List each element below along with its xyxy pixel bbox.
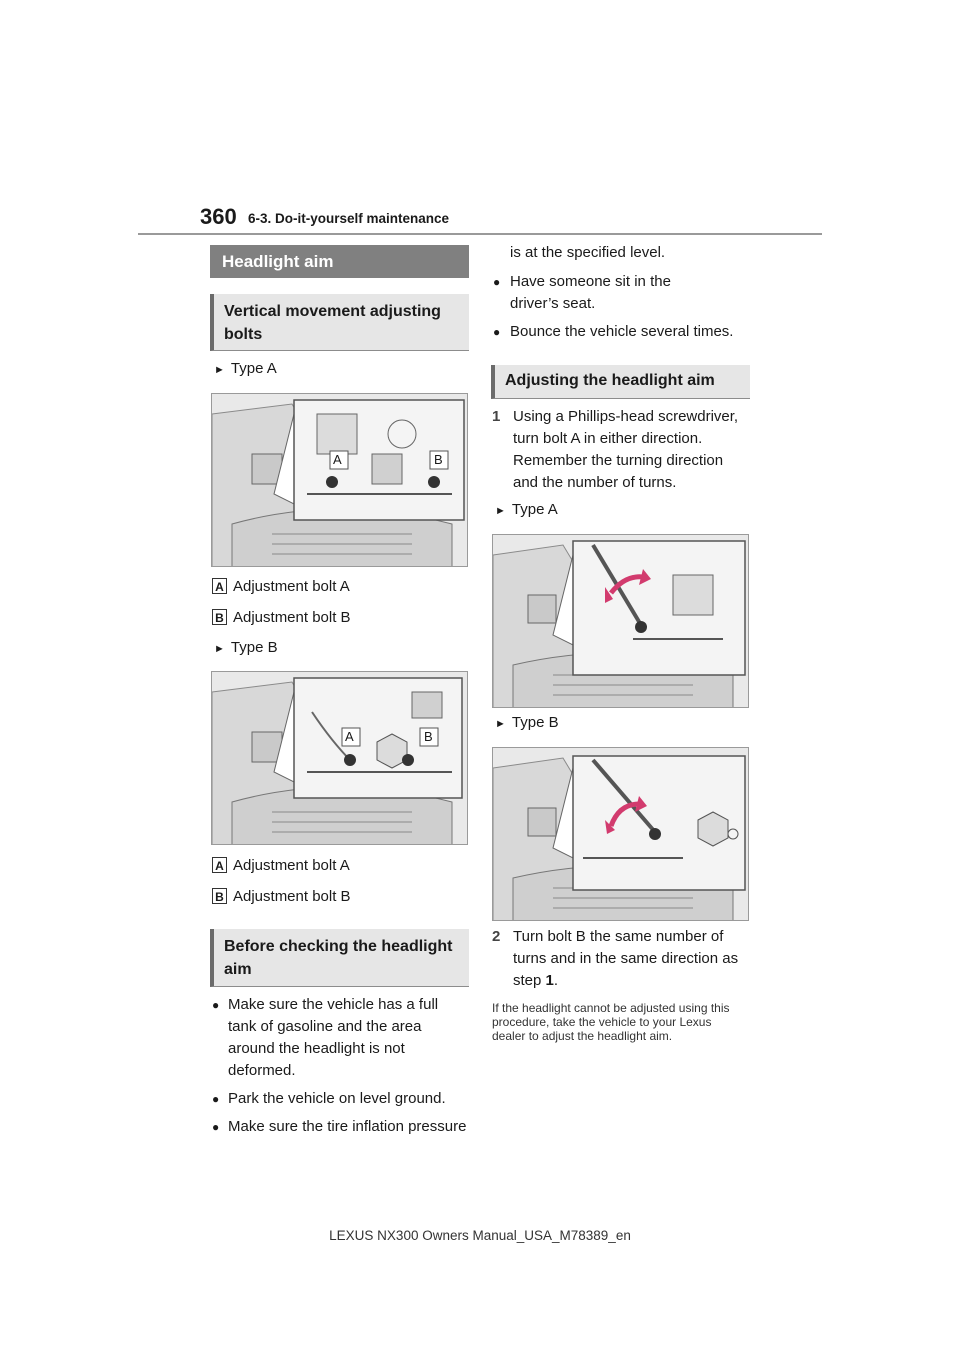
subheading-vertical-bolts: Vertical movement adjusting bolts <box>210 294 469 351</box>
legend-bolt-a: Adjustment bolt A <box>233 857 350 874</box>
type-a-label-right: ► Type A <box>495 501 558 518</box>
fig-b-bolt-b-label: B <box>424 729 433 744</box>
page-number: 360 <box>200 204 237 229</box>
subheading-before-checking: Before checking the headlight aim <box>210 929 469 987</box>
filled-circle-bullet-icon: ● <box>212 1092 220 1106</box>
step-2 <box>492 926 750 992</box>
badge-b: B <box>212 609 227 625</box>
type-b-label-right: ► Type B <box>495 714 559 731</box>
list-item: ● Have someone sit in the driver’s seat. <box>493 271 753 315</box>
bullet-list-right <box>493 271 753 343</box>
step-text: Using a Phillips-head screwdriver, turn bolt A in either direction. Remember the turning direction and the number of turns. <box>513 408 739 491</box>
list-item: ● Make sure the tire inflation pressure <box>212 1116 470 1138</box>
triangle-right-icon: ► <box>495 505 506 517</box>
fig-a-bolt-b-label: B <box>434 452 443 467</box>
footer-manual-id: LEXUS NX300 Owners Manual_USA_M78389_en <box>329 1228 631 1243</box>
filled-circle-bullet-icon: ● <box>493 325 501 339</box>
legend-bolt-a: Adjustment bolt A <box>233 578 350 595</box>
list-item: ● Make sure the vehicle has a full tank of gasoline and the area around the headlight is not deformed. <box>212 994 470 1082</box>
continued-text: is at the specified level. <box>510 244 666 261</box>
triangle-right-icon: ► <box>495 718 506 730</box>
fig-a-bolt-a-label: A <box>333 452 342 467</box>
legend-bolt-b: Adjustment bolt B <box>233 609 351 626</box>
list-item: ● Park the vehicle on level ground. <box>212 1088 470 1110</box>
header-rule <box>138 233 822 235</box>
step-number: 1 <box>492 408 501 425</box>
step-1 <box>492 406 750 494</box>
figure-type-b-bolts <box>211 671 468 845</box>
filled-circle-bullet-icon: ● <box>493 275 501 289</box>
step-number: 2 <box>492 928 501 945</box>
list-item: ● Bounce the vehicle several times. <box>493 321 753 343</box>
note-text: If the headlight cannot be adjusted using this procedure, take the vehicle to your Lexus dealer to adjust the headlight aim. <box>492 1001 730 1043</box>
figure-type-a-bolts <box>211 393 468 567</box>
fig-b-bolt-a-label: A <box>345 729 354 744</box>
triangle-right-icon: ► <box>214 643 225 655</box>
filled-circle-bullet-icon: ● <box>212 998 220 1012</box>
type-b-label: ► Type B <box>214 639 278 656</box>
legend-bolt-b: Adjustment bolt B <box>233 888 351 905</box>
main-title: Headlight aim <box>210 245 469 278</box>
triangle-right-icon: ► <box>214 364 225 376</box>
badge-b: B <box>212 888 227 904</box>
type-a-label: ► Type A <box>214 360 277 377</box>
bullet-list-left <box>212 994 470 1138</box>
figure-type-a-screwdriver <box>492 534 749 708</box>
figure-type-b-screwdriver <box>492 747 749 921</box>
badge-a: A <box>212 857 227 873</box>
step-text: Turn bolt B the same number of turns and in the same direction as step 1. <box>513 928 739 989</box>
subheading-adjusting: Adjusting the headlight aim <box>491 365 750 399</box>
badge-a: A <box>212 578 227 594</box>
filled-circle-bullet-icon: ● <box>212 1120 220 1134</box>
section-title: 6-3. Do-it-yourself maintenance <box>248 211 450 226</box>
